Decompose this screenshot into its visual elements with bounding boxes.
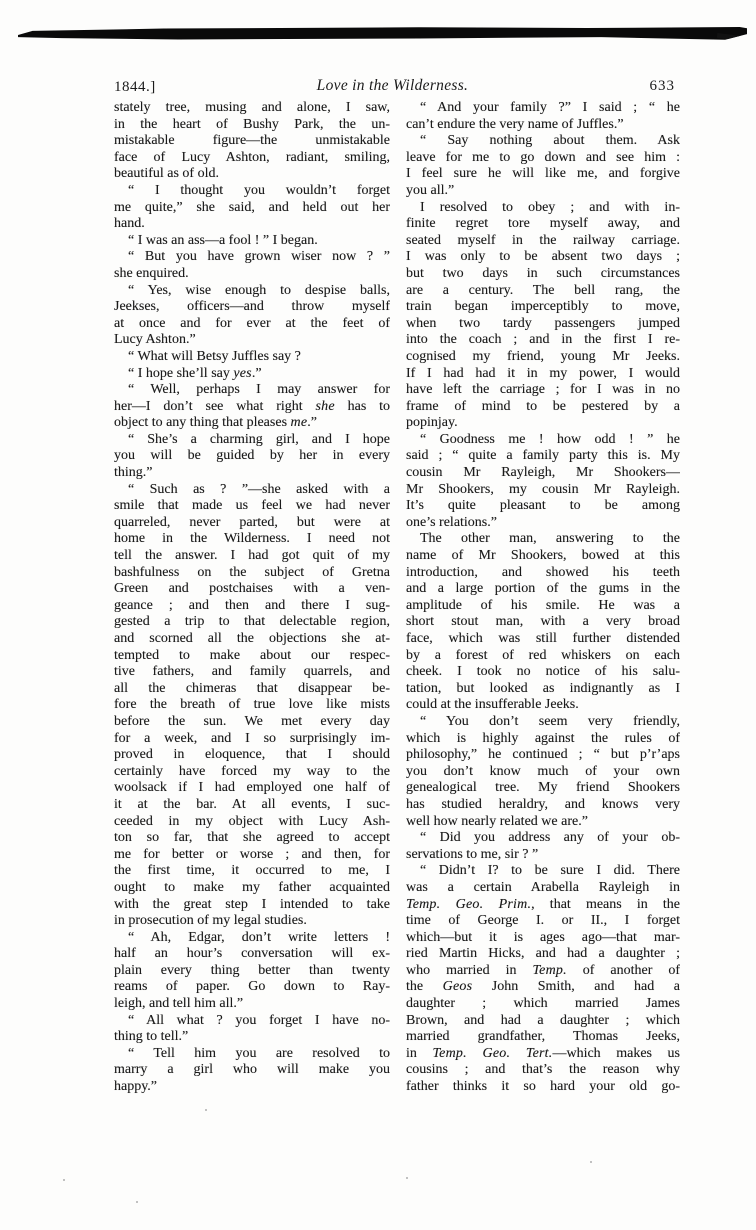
text-line: face, which was still further distended	[406, 631, 680, 646]
text-line: “ But you have grown wiser now ? ”	[128, 249, 390, 265]
text-line: marry a girl who will make you	[114, 1062, 390, 1078]
text-line: Mr Shookers, my cousin Mr Rayleigh.	[406, 481, 680, 497]
text-line: woolsack if I had employed one half of	[114, 780, 390, 796]
text-line: it at the bar. At all events, I suc-	[114, 796, 390, 812]
scan-edge-artifact	[18, 27, 747, 40]
text-line: “ I was an ass—a fool ! ” I began.	[128, 232, 318, 248]
text-line: I resolved to obey ; and with in-	[420, 199, 680, 215]
text-line: popinjay.	[406, 415, 458, 431]
text-line: quarreled, never parted, but were at	[114, 514, 390, 530]
text-line: Lucy Ashton.”	[114, 332, 196, 348]
text-line: said ; “ quite a family party this is. My	[406, 448, 680, 464]
text-line: and scorned all the objections she at-	[114, 631, 390, 646]
text-line: before the sun. We met every day	[114, 713, 390, 729]
text-line: time of George I. or II., I forget	[406, 913, 680, 929]
text-line: leigh, and tell him all.”	[114, 996, 244, 1012]
text-line: “ Such as ? ”—she asked with a	[128, 481, 390, 497]
text-line: well how nearly related we are.”	[406, 813, 588, 829]
text-line: which is highly against the rules of	[406, 730, 680, 746]
text-line: tempted to make about our respec-	[114, 647, 390, 663]
text-line: I feel sure he will like me, and forgive	[406, 166, 680, 182]
text-line: and a large portion of the gums in the	[406, 581, 680, 597]
text-line: Brown, and had a daughter ; which	[406, 1012, 680, 1028]
text-line: geance ; and then and there I sug-	[114, 597, 390, 613]
text-line: “ Yes, wise enough to despise balls,	[128, 282, 390, 298]
text-line: happy.”	[114, 1079, 158, 1095]
text-line: has studied heraldry, and knows very	[406, 796, 680, 812]
text-line: “ I hope she’ll say yes.”	[128, 365, 262, 381]
text-line: “ Did you address any of your ob-	[420, 830, 680, 846]
text-line: “ Tell him you are resolved to	[128, 1045, 390, 1061]
text-line: could at the insufferable Jeeks.	[406, 697, 579, 713]
text-line: servations to me, sir ? ”	[406, 846, 539, 862]
text-line: me for better or worse ; and then, for	[114, 846, 390, 862]
text-line: mistakable figure—the unmistakable	[114, 133, 390, 149]
text-line: “ And your family ?” I said ; “ he	[420, 100, 680, 115]
text-line: smile that made us feel we had never	[114, 498, 390, 514]
text-line: cousin Mr Rayleigh, Mr Shookers—	[406, 465, 680, 481]
text-line: object to any thing that pleases me.”	[114, 415, 317, 431]
text-line: introduction, and showed his teeth	[406, 564, 680, 580]
text-line: “ Well, perhaps I may answer for	[128, 382, 390, 398]
text-line: bashfulness on the subject of Gretna	[114, 564, 390, 580]
text-line: “ She’s a charming girl, and I hope	[128, 431, 390, 447]
text-line: cheek. I took no notice of his salu-	[406, 664, 680, 680]
scan-speck	[205, 1109, 207, 1111]
text-line: you will be guided by her in every	[114, 448, 390, 464]
text-line: frame of mind to be pestered by a	[406, 398, 680, 414]
text-line: “ All what ? you forget I have no-	[128, 1012, 390, 1028]
text-line: hand.	[114, 216, 145, 232]
text-line: “ Ah, Edgar, don’t write letters !	[128, 929, 390, 945]
text-line: “ Didn’t I? to be sure I did. There	[420, 863, 680, 879]
text-line: The other man, answering to the	[420, 531, 680, 547]
text-line: cousins ; and that’s the reason why	[406, 1062, 680, 1078]
text-line: Temp. Geo. Prim., that means in the	[406, 896, 680, 912]
text-line: daughter ; which married James	[406, 996, 680, 1012]
text-line: father thinks it so hard your old go-	[406, 1079, 680, 1095]
text-line: philosophy,” he continued ; “ but p’r’aps	[406, 747, 680, 763]
text-line: was a certain Arabella Rayleigh in	[406, 879, 680, 895]
text-line: you don’t know much of your own	[406, 763, 680, 779]
scan-speck	[406, 1177, 408, 1179]
text-line: half an hour’s conversation will ex-	[114, 946, 390, 962]
text-line: reams of paper. Go down to Ray-	[114, 979, 390, 995]
text-line: I was only to be absent two days ;	[406, 249, 680, 265]
text-line: “ Say nothing about them. Ask	[420, 133, 680, 149]
text-line: “ I thought you wouldn’t forget	[128, 182, 390, 198]
text-line: train began imperceptibly to move,	[406, 299, 680, 315]
text-line: “ You don’t seem very friendly,	[420, 713, 680, 729]
text-line: for a week, and I so surprisingly im-	[114, 730, 390, 746]
scan-speck	[136, 1201, 138, 1203]
text-line: thing to tell.”	[114, 1029, 189, 1045]
text-line: stately tree, musing and alone, I saw,	[114, 100, 390, 115]
text-line: by a forest of red whiskers on each	[406, 647, 680, 663]
text-line: the first time, it occurred to me, I	[114, 863, 390, 879]
text-line: can’t endure the very name of Juffles.”	[406, 116, 624, 132]
text-line: tation, but looked as indignantly as I	[406, 680, 680, 696]
text-line: short stout man, with a very broad	[406, 614, 680, 630]
text-line: when two tardy passengers jumped	[406, 315, 680, 331]
text-line: into the coach ; and in the first I re-	[406, 332, 680, 348]
text-line: plain every thing better than twenty	[114, 962, 390, 978]
text-line: “ Goodness me ! how odd ! ” he	[420, 431, 680, 447]
text-line: one’s relations.”	[406, 514, 497, 530]
text-line: are a century. The bell rang, the	[406, 282, 680, 298]
text-line: home in the Wilderness. I need not	[114, 531, 390, 547]
column-right	[406, 100, 680, 1096]
column-left	[114, 100, 390, 1096]
text-line: beautiful as of old.	[114, 166, 219, 182]
text-line: cognised my friend, young Mr Jeeks.	[406, 348, 680, 364]
text-line: which—but it is ages ago—that mar-	[406, 929, 680, 945]
text-line: ought to make my father acquainted	[114, 879, 390, 895]
text-line: If I had had it in my power, I would	[406, 365, 680, 381]
text-line: the Geos John Smith, and had a	[406, 979, 680, 995]
running-title: Love in the Wilderness.	[316, 77, 469, 94]
text-line: seated myself in the railway carriage.	[406, 232, 680, 248]
text-line: “ What will Betsy Juffles say ?	[128, 348, 301, 364]
text-line: you all.”	[406, 182, 455, 198]
text-line: certainly have forced my way to the	[114, 763, 390, 779]
text-line: Green and postchaises with a ven-	[114, 581, 390, 597]
text-line: finite regret tore myself away, and	[406, 216, 680, 232]
text-line: genealogical tree. My friend Shookers	[406, 780, 680, 796]
text-line: in prosecution of my legal studies.	[114, 913, 307, 929]
text-line: tive fathers, and family quarrels, and	[114, 664, 390, 680]
text-line: thing.”	[114, 465, 153, 481]
text-line: all the chimeras that disappear be-	[114, 680, 390, 696]
text-line: face of Lucy Ashton, radiant, smiling,	[114, 149, 390, 165]
text-line: have left the carriage ; for I was in no	[406, 382, 680, 398]
text-line: me quite,” she said, and held out her	[114, 199, 390, 215]
scan-speck	[590, 1161, 592, 1163]
text-line: proved in eloquence, that I should	[114, 747, 390, 763]
text-line: but two days in such circumstances	[406, 265, 680, 281]
text-line: her—I don’t see what right she has to	[114, 398, 390, 414]
text-line: ceeded in my object with Lucy Ash-	[114, 813, 390, 829]
page-number: 633	[649, 78, 675, 94]
header-year: 1844.]	[114, 79, 156, 95]
text-line: name of Mr Shookers, bowed at this	[406, 548, 680, 564]
scan-speck	[63, 1179, 65, 1181]
text-line: tell the answer. I had got quit of my	[114, 548, 390, 564]
text-line: who married in Temp. of another of	[406, 962, 680, 978]
text-line: ton so far, that she agreed to accept	[114, 830, 390, 846]
text-line: gested a trip to that delectable region,	[114, 614, 390, 630]
text-line: It’s quite pleasant to be among	[406, 498, 680, 514]
text-line: fore the breath of true love like mists	[114, 697, 390, 713]
text-line: she enquired.	[114, 265, 189, 281]
text-line: leave for me to go down and see him :	[406, 149, 680, 165]
text-line: married grandfather, Thomas Jeeks,	[406, 1029, 680, 1045]
text-line: in Temp. Geo. Tert.—which makes us	[406, 1045, 680, 1061]
text-line: amplitude of his smile. He was a	[406, 597, 680, 613]
text-line: ried Martin Hicks, and had a daughter ;	[406, 946, 680, 962]
text-line: Jeekses, officers—and throw myself	[114, 299, 390, 315]
page-header	[114, 77, 680, 97]
text-line: with the great step I intended to take	[114, 896, 390, 912]
text-line: in the heart of Bushy Park, the un-	[114, 116, 390, 132]
text-line: at once and for ever at the feet of	[114, 315, 390, 331]
